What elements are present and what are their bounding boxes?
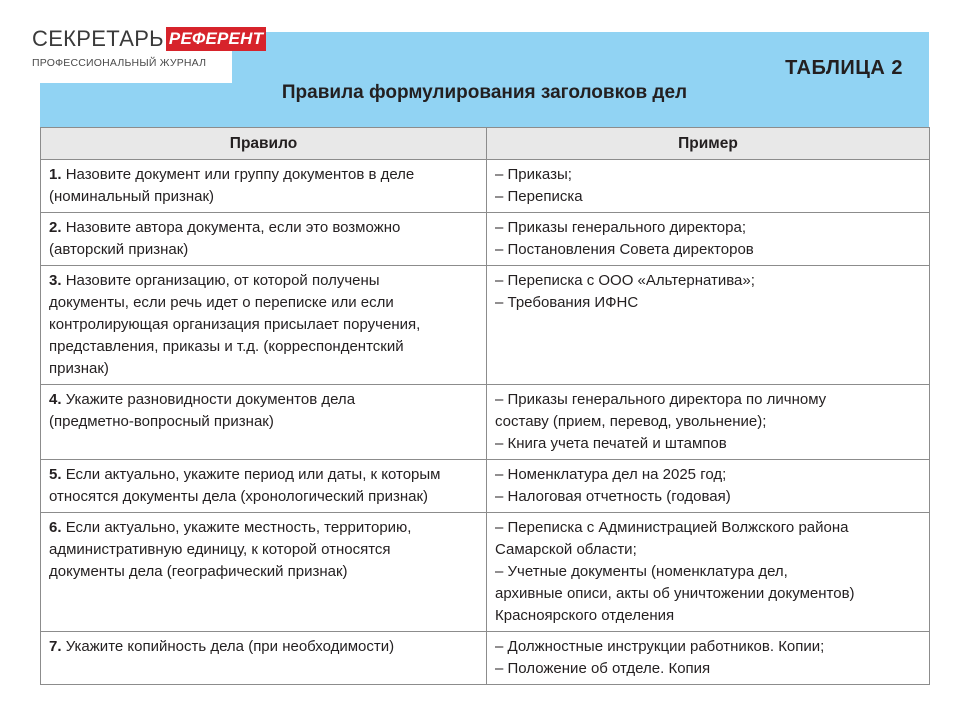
table-label: ТАБЛИЦА 2 xyxy=(785,57,903,79)
rule-text: Назовите автора документа, если это возможно xyxy=(65,219,401,236)
rule-line xyxy=(49,270,478,292)
rule-text: Если актуально, укажите период или даты, к которым xyxy=(65,466,441,483)
rule-line: документы дела (географический признак) xyxy=(49,563,348,580)
page-title: Правила формулирования заголовков дел xyxy=(281,82,688,103)
example-line: – Должностные инструкции работников. Копии; xyxy=(495,638,825,655)
rule-line: контролирующая организация присылает поручения, xyxy=(49,316,421,333)
rule-number: 6. xyxy=(49,519,62,536)
table-row xyxy=(41,460,930,513)
rule-cell xyxy=(41,513,487,632)
table-row xyxy=(41,385,930,460)
rule-line xyxy=(49,517,478,539)
rule-number: 7. xyxy=(49,638,62,655)
table-row xyxy=(41,160,930,213)
table-header-row xyxy=(41,128,930,160)
rule-text: Если актуально, укажите местность, территорию, xyxy=(65,519,412,536)
rule-cell xyxy=(41,160,487,213)
example-line: – Книга учета печатей и штампов xyxy=(495,435,727,452)
rule-cell xyxy=(41,213,487,266)
example-line: Красноярского отделения xyxy=(495,607,675,624)
example-cell xyxy=(487,460,930,513)
rule-line: документы, если речь идет о переписке или если xyxy=(49,294,394,311)
logo xyxy=(22,20,264,83)
rule-number: 3. xyxy=(49,272,62,289)
rule-number: 5. xyxy=(49,466,62,483)
column-header-rule: Правило xyxy=(41,128,487,160)
example-line: – Требования ИФНС xyxy=(495,294,639,311)
rule-line xyxy=(49,164,478,186)
rule-line xyxy=(49,464,478,486)
table-row xyxy=(41,513,930,632)
rule-cell xyxy=(41,460,487,513)
logo-wordmark xyxy=(32,27,266,51)
table-row xyxy=(41,213,930,266)
rule-number: 2. xyxy=(49,219,62,236)
rule-line: (номинальный признак) xyxy=(49,188,215,205)
table-body xyxy=(41,160,930,685)
rule-line: (авторский признак) xyxy=(49,241,189,258)
rule-line xyxy=(49,636,478,658)
example-line: – Переписка xyxy=(495,188,583,205)
rule-line: представления, приказы и т.д. (корреспондентский xyxy=(49,338,404,355)
example-line: составу (прием, перевод, увольнение); xyxy=(495,413,767,430)
example-cell xyxy=(487,385,930,460)
example-line: – Приказы; xyxy=(495,166,572,183)
example-line: – Переписка с Администрацией Волжского района xyxy=(495,519,849,536)
example-cell xyxy=(487,513,930,632)
rule-line: относятся документы дела (хронологический признак) xyxy=(49,488,429,505)
table-row xyxy=(41,266,930,385)
logo-name-left: СЕКРЕТАРЬ xyxy=(32,26,164,51)
rule-line xyxy=(49,217,478,239)
rule-number: 1. xyxy=(49,166,62,183)
example-line: – Постановления Совета директоров xyxy=(495,241,754,258)
column-header-example: Пример xyxy=(487,128,930,160)
example-line: – Положение об отделе. Копия xyxy=(495,660,711,677)
example-line: – Номенклатура дел на 2025 год; xyxy=(495,466,727,483)
example-line: – Учетные документы (номенклатура дел, xyxy=(495,563,788,580)
rule-line xyxy=(49,389,478,411)
rule-number: 4. xyxy=(49,391,62,408)
example-line: Самарской области; xyxy=(495,541,637,558)
example-cell xyxy=(487,266,930,385)
rule-line: признак) xyxy=(49,360,109,377)
rule-text: Назовите организацию, от которой получены xyxy=(65,272,380,289)
rule-text: Укажите копийность дела (при необходимости) xyxy=(65,638,395,655)
example-line: архивные описи, акты об уничтожении документов) xyxy=(495,585,855,602)
rule-text: Укажите разновидности документов дела xyxy=(65,391,356,408)
example-cell xyxy=(487,632,930,685)
rule-cell xyxy=(41,266,487,385)
logo-subtitle: ПРОФЕССИОНАЛЬНЫЙ ЖУРНАЛ xyxy=(32,57,207,69)
example-line: – Приказы генерального директора по личному xyxy=(495,391,827,408)
example-cell xyxy=(487,213,930,266)
rule-cell xyxy=(41,632,487,685)
logo-name-right: РЕФЕРЕНТ xyxy=(166,27,266,51)
rule-line: административную единицу, к которой относятся xyxy=(49,541,391,558)
rule-cell xyxy=(41,385,487,460)
example-line: – Налоговая отчетность (годовая) xyxy=(495,488,731,505)
example-line: – Переписка с ООО «Альтернатива»; xyxy=(495,272,755,289)
rule-line: (предметно-вопросный признак) xyxy=(49,413,274,430)
table-row xyxy=(41,632,930,685)
rules-table xyxy=(40,127,930,685)
rule-text: Назовите документ или группу документов в деле xyxy=(65,166,415,183)
example-cell xyxy=(487,160,930,213)
example-line: – Приказы генерального директора; xyxy=(495,219,746,236)
